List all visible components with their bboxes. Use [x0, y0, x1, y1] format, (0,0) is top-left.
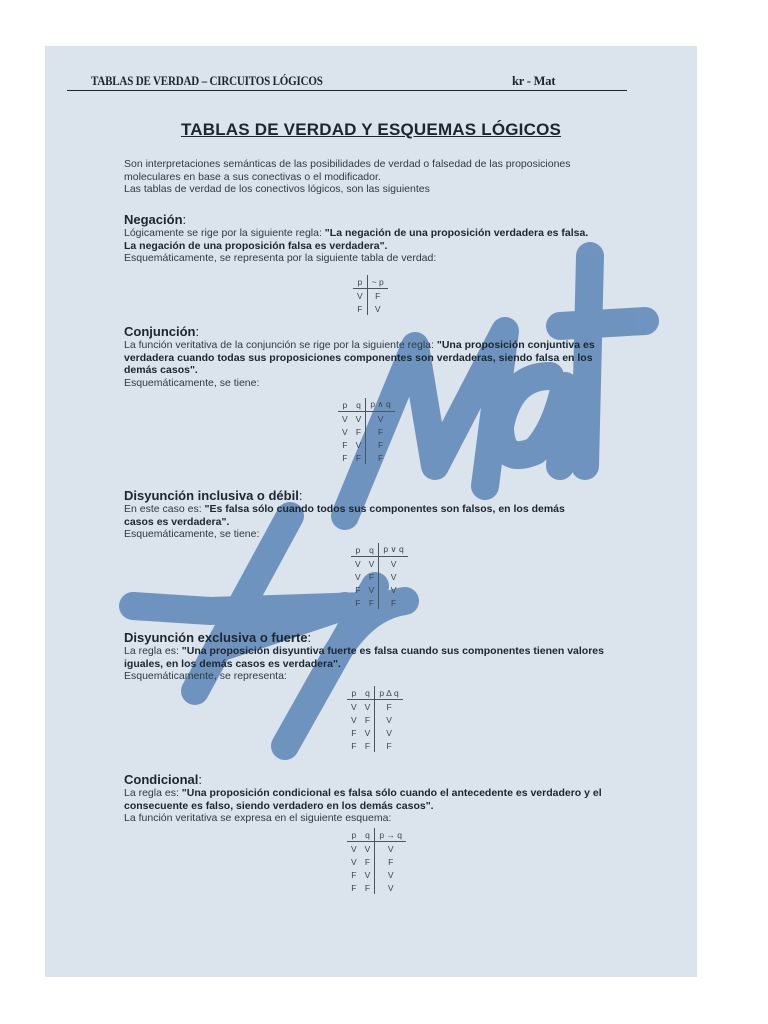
table-cell: F: [364, 856, 371, 867]
table-cell: F: [342, 439, 348, 450]
table-cell: F: [351, 869, 357, 880]
table-cell: V: [367, 302, 388, 315]
table-cell: V: [364, 869, 371, 880]
header-right: kr - Mat: [512, 74, 556, 88]
table-cell: V: [375, 726, 403, 739]
table-cell: F: [366, 451, 395, 464]
table-row: [353, 289, 388, 303]
table-header-cell: p: [347, 828, 361, 842]
table-cell: V: [375, 881, 406, 894]
table-cell: V: [351, 714, 357, 725]
table-header-cell: p → q: [375, 828, 406, 842]
table-header-cell: q: [361, 828, 375, 842]
rule-text: "Una proposición disyuntiva fuerte es falsa cuando sus componentes tienen valores: [181, 645, 604, 657]
rule-intro: La regla es:: [124, 787, 182, 799]
table-cell: F: [364, 714, 371, 725]
section-heading: Disyunción inclusiva o débil: [124, 488, 299, 503]
table-cell: F: [351, 740, 357, 751]
table-cell: F: [342, 452, 348, 463]
table-cell: F: [368, 597, 375, 608]
section-heading: Conjunción: [124, 324, 196, 339]
rule-text: consecuente es falso, siendo verdadero en los demás casos".: [124, 799, 434, 812]
table-header-cell: p: [338, 398, 352, 412]
table-cell: F: [364, 882, 371, 893]
scheme-intro: Esquemáticamente, se tiene:: [124, 376, 260, 389]
table-cell: V: [342, 426, 348, 437]
rule-text: "Una proposición conjuntiva es: [436, 339, 595, 351]
page-title: TABLAS DE VERDAD Y ESQUEMAS LÓGICOS: [180, 120, 562, 139]
table-row: [351, 557, 408, 571]
table-cell: V: [379, 583, 408, 596]
table-header-cell: q: [352, 398, 366, 412]
section-heading: Negación: [124, 212, 183, 227]
table-cell: V: [364, 701, 371, 712]
rule-intro: Lógicamente se rige por la siguiente regla:: [124, 227, 325, 239]
table-cell: V: [351, 701, 357, 712]
truth-table-condicional: [347, 828, 406, 894]
running-header: [67, 74, 627, 91]
table-cell: V: [375, 842, 406, 856]
table-cell: V: [379, 557, 408, 571]
rule-text: "Es falsa sólo cuando todos sus componentes son falsos, en los demás: [204, 503, 565, 515]
section-condicional: Condicional: La regla es: "Una proposición condicional es falsa sólo cuando el antecedente es verdadero y el consecuente es falso, siendo verdadero en los demás casos". La función veritativa se expresa en el siguiente esquema:: [124, 772, 624, 825]
rule-intro: En este caso es:: [124, 503, 205, 515]
table-header-cell: q: [361, 686, 375, 700]
table-cell: F: [379, 596, 408, 609]
table-row: [347, 713, 403, 726]
section-heading: Disyunción exclusiva o fuerte: [124, 630, 308, 645]
table-header-row: [347, 686, 403, 700]
table-header-cell: p: [353, 275, 367, 289]
table-cell: F: [368, 571, 375, 582]
rule-text: "Una proposición condicional es falsa sólo cuando el antecedente es verdadero y el: [181, 787, 602, 799]
table-cell: V: [368, 584, 375, 595]
truth-table-negacion: [353, 275, 388, 315]
table-cell: F: [355, 426, 362, 437]
table-row: [347, 700, 403, 714]
section-negacion: Negación: Lógicamente se rige por la siguiente regla: "La negación de una proposición verdadera es falsa. La negación de una proposición falsa es verdadera". Esquemáticamente, se representa por la siguiente tabla de verdad:: [124, 212, 624, 265]
rule-text: La negación de una proposición falsa es verdadera".: [124, 239, 388, 252]
intro-line: Son interpretaciones semánticas de las posibilidades de verdad o falsedad de las proposiciones: [124, 158, 571, 170]
table-header-row: [351, 543, 408, 557]
table-cell: F: [366, 425, 395, 438]
truth-table-disyuncion-exclusiva: [347, 686, 403, 752]
table-header-cell: q: [365, 543, 379, 557]
intro-line: moleculares en base a sus conectivas o el modificador.: [124, 170, 381, 183]
table-header-cell: ~ p: [367, 275, 388, 289]
section-conjuncion: Conjunción: La función veritativa de la conjunción se rige por la siguiente regla: "Una proposición conjuntiva es verdadera cuando todas sus proposiciones componentes son verdaderas, siendo falsa en los demás casos". Esquemáticamente, se tiene:: [124, 324, 624, 389]
document-page: [45, 46, 697, 977]
table-header-cell: p ∨ q: [379, 543, 408, 557]
table-cell: F: [367, 289, 388, 303]
table-cell: V: [355, 571, 361, 582]
rule-intro: La regla es:: [124, 645, 182, 657]
rule-text: demás casos".: [124, 364, 198, 376]
truth-table-conjuncion: [338, 398, 395, 464]
table-row: [351, 570, 408, 583]
section-heading: Condicional: [124, 772, 199, 787]
rule-text: iguales, en los demás casos es verdadera".: [124, 657, 341, 670]
table-cell: V: [355, 439, 362, 450]
table-cell: V: [342, 413, 348, 424]
table-row: [351, 596, 408, 609]
table-cell: V: [379, 570, 408, 583]
table-cell: F: [375, 855, 406, 868]
rule-text: casos es verdadera".: [124, 515, 230, 528]
intro-paragraph: [124, 158, 624, 196]
table-cell: F: [355, 597, 361, 608]
table-header-cell: p: [347, 686, 361, 700]
table-cell: V: [351, 843, 357, 854]
table-header-row: [353, 275, 388, 289]
table-cell: F: [351, 882, 357, 893]
table-row: [347, 842, 406, 856]
table-row: [338, 425, 395, 438]
table-row: [347, 726, 403, 739]
truth-table-disyuncion-inclusiva: [351, 543, 408, 609]
section-disyuncion-exclusiva: Disyunción exclusiva o fuerte: La regla es: "Una proposición disyuntiva fuerte es falsa cuando sus componentes tienen valores iguales, en los demás casos es verdadera". Esquemáticamente, se representa:: [124, 630, 624, 683]
rule-text: "La negación de una proposición verdadera es falsa.: [324, 227, 589, 239]
table-cell: V: [355, 413, 362, 424]
scheme-intro: Esquemáticamente, se representa:: [124, 670, 287, 682]
table-cell: F: [375, 739, 403, 752]
scheme-intro: Esquemáticamente, se tiene:: [124, 528, 260, 540]
table-cell: V: [375, 713, 403, 726]
table-row: [347, 855, 406, 868]
table-cell: F: [351, 727, 357, 738]
table-header-cell: p: [351, 543, 365, 557]
section-disyuncion-inclusiva: Disyunción inclusiva o débil: En este caso es: "Es falsa sólo cuando todos sus componentes son falsos, en los demás casos es verdadera". Esquemáticamente, se tiene:: [124, 488, 624, 541]
table-header-cell: p ∧ q: [366, 398, 395, 412]
table-cell: V: [355, 558, 361, 569]
intro-line: Las tablas de verdad de los conectivos lógicos, son las siguientes: [124, 183, 430, 195]
scheme-intro: Esquemáticamente, se representa por la siguiente tabla de verdad:: [124, 252, 437, 264]
rule-text: verdadera cuando todas sus proposiciones componentes son verdaderas, siendo falsa en los: [124, 351, 593, 364]
table-cell: F: [375, 700, 403, 714]
table-cell: V: [351, 856, 357, 867]
table-cell: V: [366, 412, 395, 426]
table-row: [338, 451, 395, 464]
table-cell: F: [366, 438, 395, 451]
rule-intro: La función veritativa de la conjunción se rige por la siguiente regla:: [124, 339, 437, 351]
table-cell: V: [364, 727, 371, 738]
table-row: [347, 868, 406, 881]
table-cell: V: [375, 868, 406, 881]
scheme-intro: La función veritativa se expresa en el siguiente esquema:: [124, 812, 392, 824]
table-cell: F: [355, 452, 362, 463]
table-header-row: [347, 828, 406, 842]
table-cell: F: [357, 303, 363, 314]
table-row: [347, 739, 403, 752]
table-header-cell: p ∆ q: [375, 686, 403, 700]
table-row: [347, 881, 406, 894]
table-header-row: [338, 398, 395, 412]
table-cell: V: [357, 290, 363, 301]
table-cell: V: [364, 843, 371, 854]
table-row: [351, 583, 408, 596]
table-row: [338, 412, 395, 426]
table-cell: F: [364, 740, 371, 751]
table-cell: V: [368, 558, 375, 569]
table-row: [353, 302, 388, 315]
table-cell: F: [355, 584, 361, 595]
table-row: [338, 438, 395, 451]
header-left: TABLAS DE VERDAD – CIRCUITOS LÓGICOS: [91, 74, 323, 88]
